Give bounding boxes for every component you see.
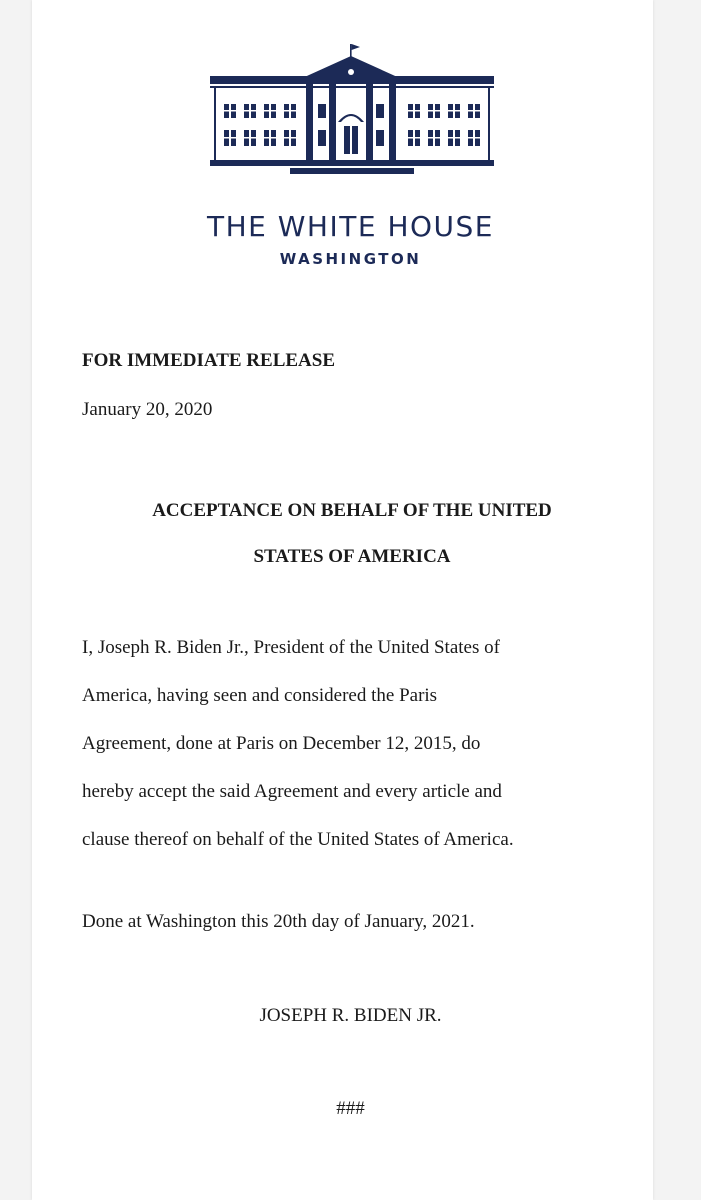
- body-line: Agreement, done at Paris on December 12, 2015, do: [82, 733, 481, 754]
- done-statement: Done at Washington this 20th day of January, 2021.: [82, 911, 475, 932]
- release-date: January 20, 2020: [82, 399, 213, 420]
- heading-line: STATES OF AMERICA: [253, 546, 451, 567]
- body-line: America, having seen and considered the Paris: [82, 685, 438, 706]
- release-label: FOR IMMEDIATE RELEASE: [82, 350, 336, 371]
- document-page: [32, 0, 653, 1200]
- letterhead-title: THE WHITE HOUSE: [207, 210, 494, 243]
- body-paragraph: [82, 624, 627, 864]
- document-heading: [82, 488, 622, 580]
- white-house-building-icon: [210, 42, 494, 176]
- letterhead-subtitle: WASHINGTON: [279, 250, 422, 268]
- heading-line: ACCEPTANCE ON BEHALF OF THE UNITED: [152, 500, 552, 521]
- end-mark: ###: [336, 1098, 365, 1119]
- body-line: I, Joseph R. Biden Jr., President of the United States of: [82, 637, 500, 658]
- body-line: hereby accept the said Agreement and every article and: [82, 781, 502, 802]
- body-line: clause thereof on behalf of the United States of America.: [82, 829, 514, 850]
- signature: JOSEPH R. BIDEN JR.: [259, 1005, 442, 1026]
